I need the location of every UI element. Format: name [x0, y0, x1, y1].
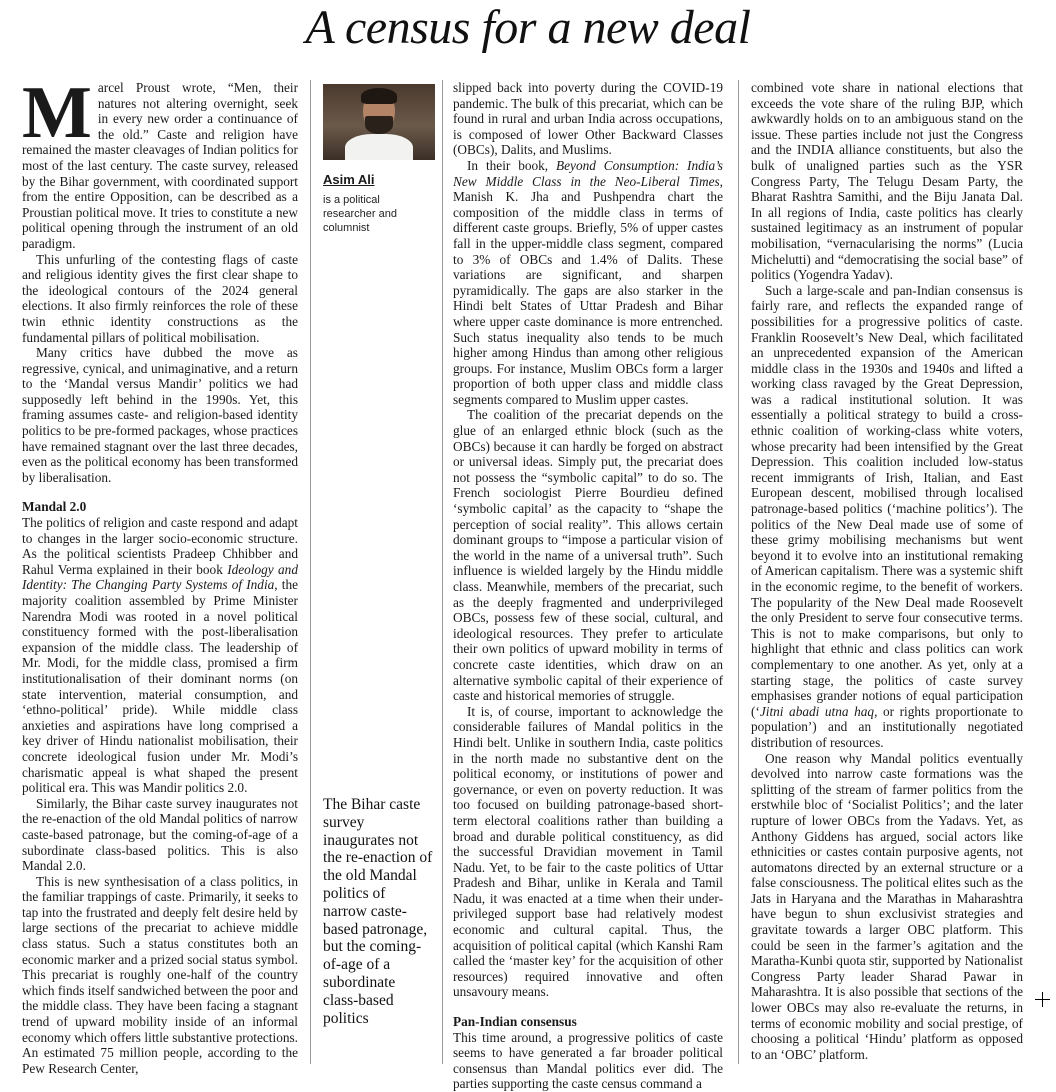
article-column-4	[751, 80, 1023, 1062]
author-bio: is a political researcher and columnist	[323, 194, 397, 234]
italic-phrase: Jitni abadi utna haq	[759, 703, 875, 719]
paragraph: This is new synthesisation of a class politics, in the familiar trappings of caste. Primarily, it seeks to tap into the frustrated and deeply felt desire held by large sections of the precariat to achieve middle class status. Such a status constitutes both an economic marker and a prized social status symbol. This precariat is roughly one-half of the country which finds itself sandwiched between the poor and the middle class. They have been facing a stagnant trend of upward mobility inside of an informal economy which offers little substantive protections. An estimated 75 million people, according to the Pew Research Center,	[22, 873, 298, 1076]
paragraph: Many critics have dubbed the move as regressive, cynical, and unimaginative, and a return to the ‘Mandal versus Mandir’ politics we had supposedly left behind in the 1990s. Yet, this framing assumes caste- and religion-based identity politics to be pre-formed packages, whose practices have remained stagnant over the last three decades, even as the political economy has been transformed by liberalisation.	[22, 345, 298, 485]
headline: A census for a new deal	[305, 1, 751, 54]
paragraph: slipped back into poverty during the COVID-19 pandemic. The bulk of this precariat, which can be found in rural and urban India across occupations, is composed of lower Other Backward Classes (OBCs), Dalits, and Muslims.	[453, 80, 723, 158]
column-rule-3	[738, 80, 739, 1064]
paragraph: Similarly, the Bihar caste survey inaugurates not the re-enaction of the old Mandal politics of narrow caste-based patronage, but the coming-of-age of a subordinate class-based politics. This is also Mandal 2.0.	[22, 795, 298, 874]
section-heading: Mandal 2.0	[22, 499, 87, 515]
pull-quote: The Bihar caste survey inaugurates not the re-enaction of the old Mandal politics of narrow caste-based patronage, but the coming-of-age of a subordinate class-based politics	[323, 796, 433, 1027]
author-photo	[323, 84, 435, 160]
book-title: Beyond Consumption: India’s New Middle Class in the Neo-Liberal Times	[453, 157, 723, 189]
paragraph: This time around, a progressive politics of caste seems to have generated a far broader political consensus than Mandal politics ever did. The parties supporting the caste census command a	[453, 1029, 723, 1092]
column-rule-2	[442, 80, 443, 1064]
paragraph: The politics of religion and caste respond and adapt to changes in the larger socio-economic structure. As the political scientists Pradeep Chhibber and Rahul Verma explained in their book Ideology and Identity: The Changing Party Systems of India, the majority coalition assembled by Prime Minister Narendra Modi was rooted in a novel political constituency formed with the post-liberalisation expansion of the middle class. The leadership of Mr. Modi, for the middle class, promised a firm institutionalisation of their dominant norms (on state intervention, material consumption, and ‘ethno-political’ pride). While middle class anxieties and aspirations have long comprised a key driver of Hindu nationalist mobilisation, their concrete ideological fusion under Mr. Modi’s charismatic appeal is what shaped the present political era. This was Mandir politics 2.0.	[22, 515, 298, 796]
article-column-3	[453, 80, 723, 1092]
paragraph: Such a large-scale and pan-Indian consensus is fairly rare, and reflects the expanded range of possibilities for a progressive politics of caste. Franklin Roosevelt’s New Deal, which facilitated an unprecedented expansion of the American middle class in the 1930s and 1940s and lifted a working class ravaged by the Great Depression, was a radical institutional solution. It was essentially a political strategy to build a cross-ethnic coalition of working-class white voters, whose precarity had been intensified by the Great Depression. This coalition included low-status recent immigrants of Irish, Italian, and East European descent, mobilised through localised patronage-based politics (‘machine politics’). The politics of the New Deal made use of some of these grimy mobilising mechanisms but went beyond it to evolve into an institutional remaking of American capitalism. There was a systemic shift in the economic regime, to the benefit of workers. The popularity of the New Deal made Roosevelt the only President to serve four consecutive terms. This is not to make comparisons, but only to highlight that ethnic and class politics can work complementary to one another. As yet, only at a starting stage, the politics of caste survey emphasises grander notions of equal participation (‘Jitni abadi utna haq, or rights proportionate to population’) and an institutionally negotiated distribution of resources.	[751, 282, 1023, 750]
article-column-1	[22, 72, 298, 1076]
paragraph: One reason why Mandal politics eventually devolved into narrow caste formations was the splitting of the stream of farmer politics from the erstwhile bloc of ‘Socialist Politics’; and the later rupture of lower OBCs from the Yadavs. Yet, as Anthony Giddens has argued, social actors like ethnicities or castes contain purposive agents, not automatons directed by an external structure or a false consciousness. The political elites such as the Jats in Haryana and the Marathas in Maharashtra have begun to shun exclusivist strategies and gravitate towards a larger OBC platform. This could be seen in the farmer’s agitation and the Maratha-Kunbi quota stir, supported by Nationalist Congress Party leader Sharad Pawar in Maharashtra. It is also possible that sections of the lower OBCs may also re-evaluate the returns, in terms of economic mobility and social prestige, of choosing a political ‘Hindu’ platform as opposed to an ‘OBC’ platform.	[751, 750, 1024, 1062]
author-name[interactable]: Asim Ali	[323, 172, 375, 187]
paragraph: combined vote share in national elections that exceeds the vote share of the ruling BJP, which awkwardly holds on to an ambiguous stand on the issue. These parties include not just the Congress and the INDIA alliance constituents, but also the bulk of unaligned parties such as the YSR Congress Party, The Telugu Desam Party, the Bharat Rashtra Samithi, and the Biju Janata Dal. In all regions of India, caste politics has clearly sustained legitimacy as an instrument of popular mobilisation, “vernacularising the norms” (Lucia Michelutti) and “democratising the social base” of politics (Yogendra Yadav).	[751, 80, 1023, 283]
crosshair-cursor-icon	[1035, 992, 1050, 1007]
author-box	[323, 84, 435, 235]
book-title: Ideology and Identity: The Changing Party Systems of India	[22, 561, 298, 593]
paragraph: Marcel Proust wrote, “Men, their natures not altering overnight, seek in every new order a continuance of the old.” Caste and religion have remained the master cleavages of Indian politics for most of the last century. The caste survey, released by the Bihar government, with coordinated support from the entire Opposition, can be described as a Proustian political move. It tries to constitute a new political opening through the instrument of an old paradigm.	[22, 72, 298, 251]
section-heading: Pan-Indian consensus	[453, 1014, 577, 1030]
drop-cap: M	[22, 72, 92, 154]
paragraph: It is, of course, important to acknowledge the considerable failures of Mandal politics in the Hindi belt. Unlike in southern India, caste politics in the north made no substantive dent on the political economy, or institutions of power and governance, or even on poverty reduction. It was too focused on building patronage-based short-term electoral coalitions rather than building a broad and durable political constituency, as did the successful Dravidian movement in Tamil Nadu. Yet, to be fair to the caste politics of Uttar Pradesh and Bihar, unlike in Kerala and Tamil Nadu, it was enacted at a time when their under-privileged support base had relatively modest economic and cultural capital. Thus, the acquisition of political capital (which Kanshi Ram called the ‘master key’ for the acquisition of other resources) required innovative and often unsavoury means.	[453, 703, 723, 1000]
column-rule-1	[310, 80, 311, 1064]
paragraph: In their book, Beyond Consumption: India’s New Middle Class in the Neo-Liberal Times, Manish K. Jha and Pushpendra chart the composition of the middle class in terms of different caste groups. Briefly, 5% of upper castes fall in the upper-middle class segment, compared to 3% of OBCs and 1.4% of Dalits. These variations are significant, and sharpen pyramidically. The gaps are also starker in the Hindi belt States of Uttar Pradesh and Bihar where upper caste dominance is more entrenched. Such status inequality also tends to be much higher among Hindus than among other religious groups. For instance, Muslim OBCs form a larger proportion of both upper class and middle class segments compared to Muslim upper castes.	[453, 157, 723, 407]
paragraph: The coalition of the precariat depends on the glue of an enlarged ethnic block (such as the OBCs) because it can hardly be forged on abstract or universal ideas. Simply put, the precariat does not possess the “symbolic capital” to do so. The French sociologist Pierre Bourdieu defined ‘symbolic capital’ as the capacity to “shape the perception of social reality”. This allows certain dominant groups to “impose a particular vision of the world in the name of a universal truth”. Such influence is wielded largely by the Hindu middle class. Meanwhile, members of the precariat, such as the deeply fragmented and underprivileged OBCs, possess few of these social, cultural, and ideological resources. They prefer to articulate their own politics of upward mobility in terms of concrete caste identities, which draw on an alternative symbolic capital of their experience of caste and historical memories of struggle.	[453, 407, 723, 704]
paragraph: This unfurling of the contesting flags of caste and religious identity gives the first clear shape to the ideological contours of the 2024 general elections. It also firmly reinforces the role of these twin ethnic identity constructions as the fundamental pillars of political mobilisation.	[22, 251, 298, 345]
